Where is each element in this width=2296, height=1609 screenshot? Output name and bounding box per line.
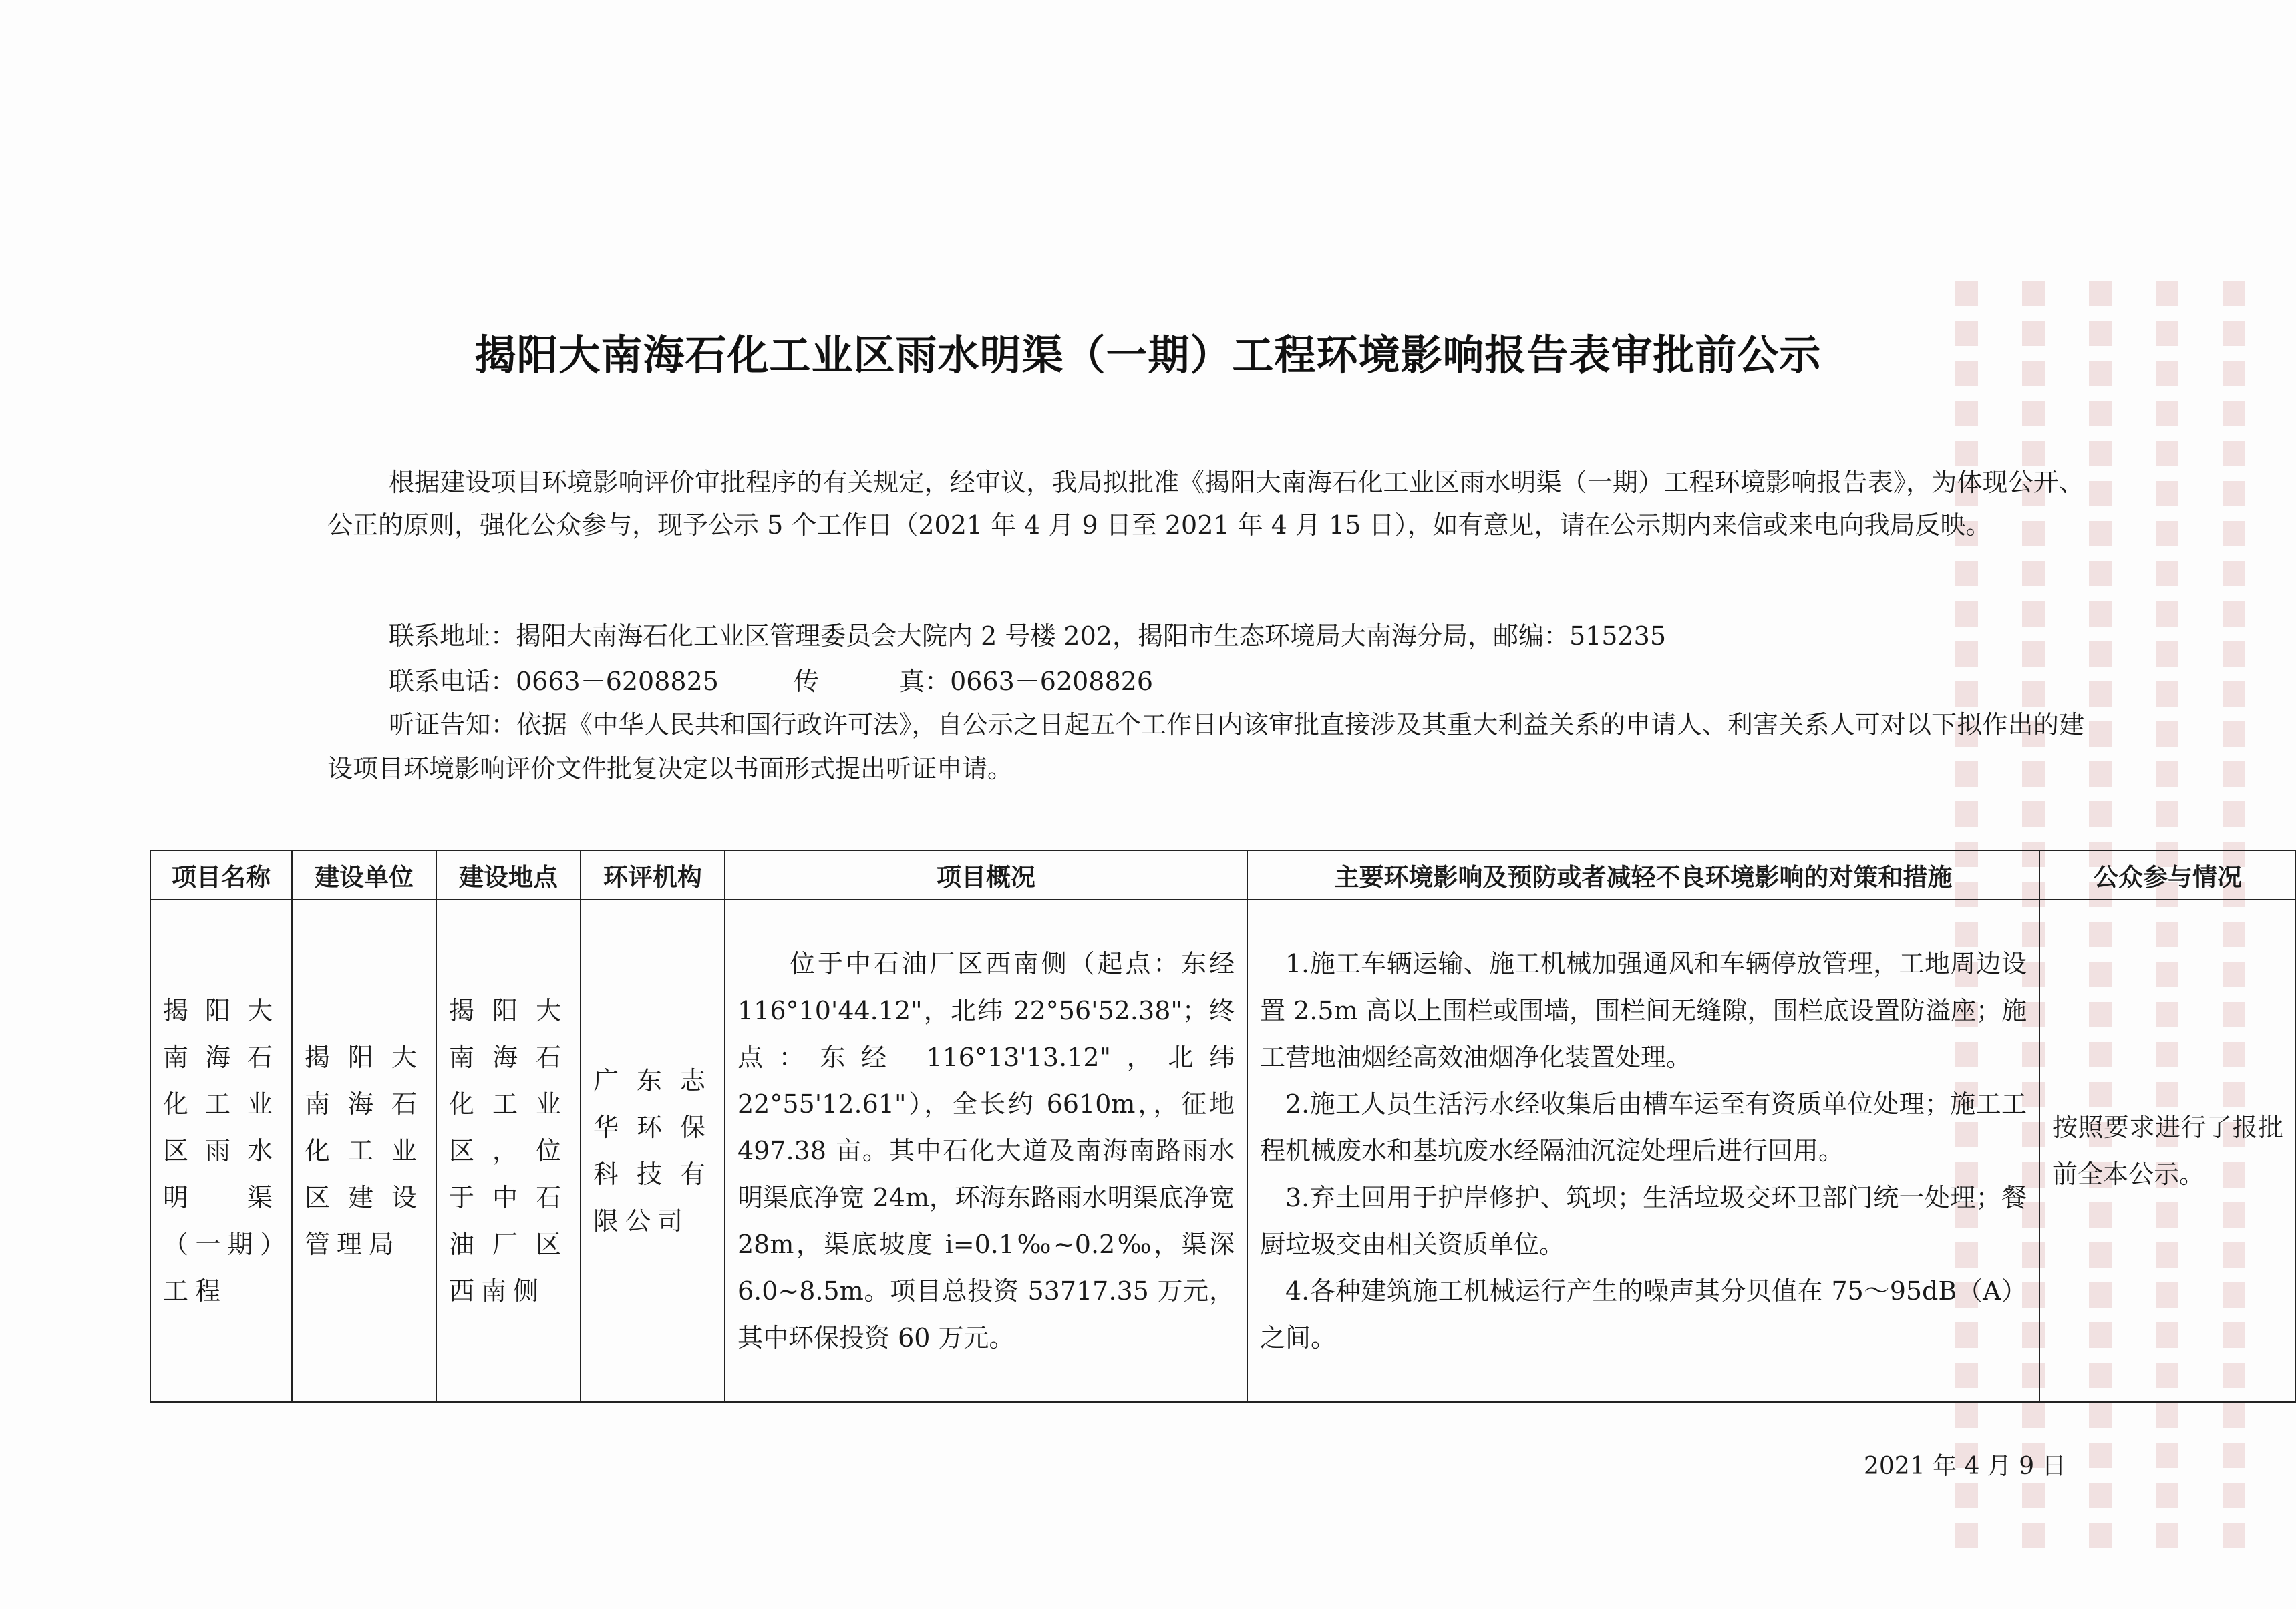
cell-project-summary bbox=[725, 900, 1247, 1402]
table-row bbox=[150, 900, 2296, 1402]
cell-construction-unit: 揭阳大南海石化工业区建设管理局 bbox=[292, 900, 436, 1402]
measure-item-4: 4.各种建筑施工机械运行产生的噪声其分贝值在 75～95dB（A）之间。 bbox=[1260, 1276, 2027, 1353]
cell-environmental-measures bbox=[1247, 900, 2039, 1402]
fax-label-2: 真：0663－6208826 bbox=[899, 667, 1154, 696]
document-date: 2021 年 4 月 9 日 bbox=[1864, 1453, 2066, 1480]
intro-text: 根据建设项目环境影响评价审批程序的有关规定，经审议，我局拟批准《揭阳大南海石化工业区雨水明渠（一期）工程环境影响报告表》，为体现公开、公正的原则，强化公众参与，现予公示 5 个工作日（2021 年 4 月 9 日至 2021 年 4 月 15 日），如有意见，请在公示期内来信或来电向我局反映。 bbox=[327, 468, 2084, 540]
hearing-notice bbox=[327, 703, 2084, 791]
header-project-name: 项目名称 bbox=[150, 850, 292, 900]
table-header-row bbox=[150, 850, 2296, 900]
contact-phone: 联系电话：0663－6208825 bbox=[389, 667, 719, 696]
header-environmental-measures: 主要环境影响及预防或者减轻不良环境影响的对策和措施 bbox=[1247, 850, 2039, 900]
contact-address: 联系地址：揭阳大南海石化工业区管理委员会大院内 2 号楼 202，揭阳市生态环境局大南海分局，邮编：515235 bbox=[389, 621, 1667, 651]
contact-phone-line bbox=[389, 660, 1153, 703]
summary-text: 位于中石油厂区西南侧（起点：东经 116°10'44.12"，北纬 22°56'52.38"；终点：东经 116°13'13.12"，北纬 22°55'12.61"），全长约 6610m，，征地 497.38 亩。其中石化大道及南海南路雨水明渠底净宽 24m，环海东路雨水明渠底净宽 28m，渠底坡度 i=0.1‰~0.2‰，渠深 6.0~8.5m。项目总投资 53717.35 万元，其中环保投资 60 万元。 bbox=[737, 949, 1235, 1353]
measure-item-2: 2.施工人员生活污水经收集后由槽车运至有资质单位处理；施工工程机械废水和基坑废水经隔油沉淀处理后进行回用。 bbox=[1260, 1089, 2027, 1166]
intro-paragraph bbox=[327, 461, 2084, 546]
hearing-notice-text: 听证告知：依据《中华人民共和国行政许可法》，自公示之日起五个工作日内该审批直接涉及其重大利益关系的申请人、利害关系人可对以下拟作出的建设项目环境影响评价文件批复决定以书面形式提出听证申请。 bbox=[327, 710, 2084, 783]
page-title: 揭阳大南海石化工业区雨水明渠（一期）工程环境影响报告表审批前公示 bbox=[474, 331, 1822, 379]
fax-label-1: 传 bbox=[794, 667, 820, 696]
header-construction-site: 建设地点 bbox=[436, 850, 581, 900]
measure-item-1: 1.施工车辆运输、施工机械加强通风和车辆停放管理，工地周边设置 2.5m 高以上围栏或围墙，围栏间无缝隙，围栏底设置防溢座；施工营地油烟经高效油烟净化装置处理。 bbox=[1260, 949, 2027, 1072]
measure-item-3: 3.弃土回用于护岸修护、筑坝；生活垃圾交环卫部门统一处理；餐厨垃圾交由相关资质单位。 bbox=[1260, 1183, 2027, 1259]
contact-fax bbox=[794, 667, 1153, 696]
header-eia-agency: 环评机构 bbox=[581, 850, 725, 900]
project-table bbox=[150, 850, 2296, 1403]
cell-construction-site: 揭阳大南海石化工业区，位于中石油厂区西南侧 bbox=[436, 900, 581, 1402]
cell-public-participation: 按照要求进行了报批前全本公示。 bbox=[2039, 900, 2296, 1402]
cell-eia-agency: 广东志华环保科技有限公司 bbox=[581, 900, 725, 1402]
header-construction-unit: 建设单位 bbox=[292, 850, 436, 900]
header-public-participation: 公众参与情况 bbox=[2039, 850, 2296, 900]
header-project-summary: 项目概况 bbox=[725, 850, 1247, 900]
cell-project-name: 揭阳大南海石化工业区雨水明渠（一期）工程 bbox=[150, 900, 292, 1402]
